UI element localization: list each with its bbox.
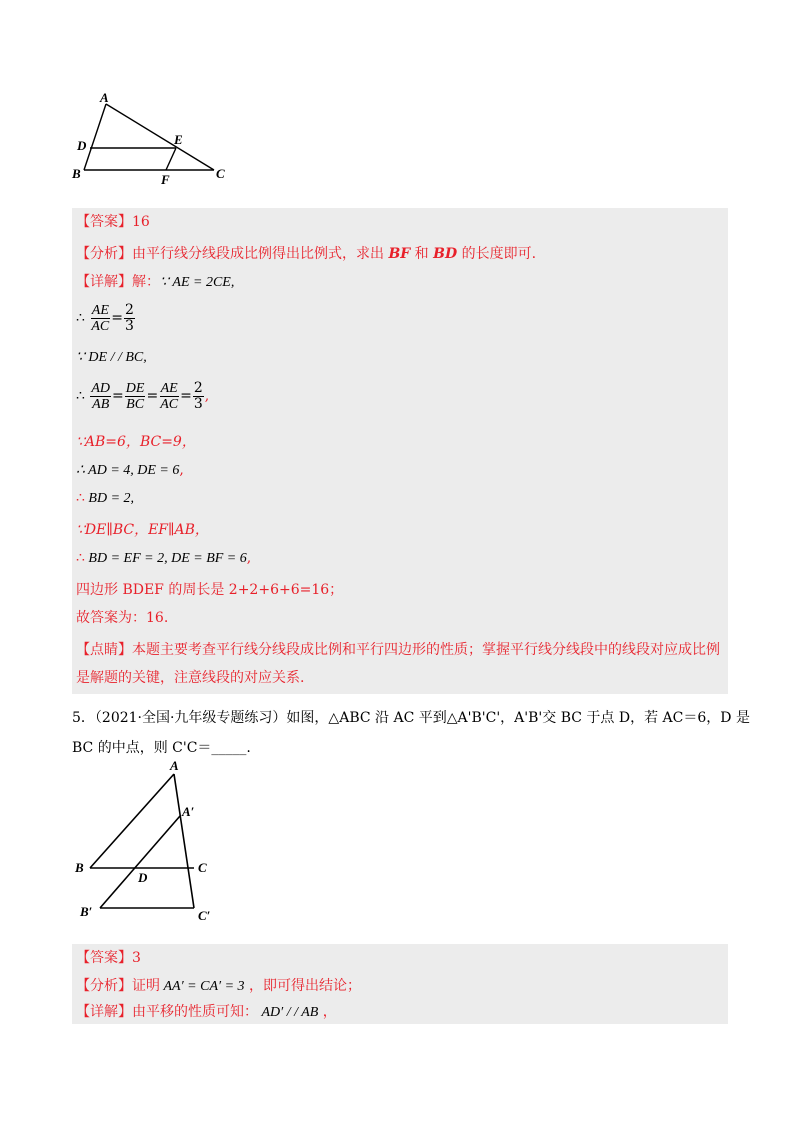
label-F: F — [161, 172, 170, 187]
parallel-line-1: ∵ DE / / BC, — [76, 350, 147, 365]
answer-line: 【答案】3 — [76, 950, 141, 966]
perimeter-line: 四边形 BDEF 的周长是 2+2+6+6=16； — [76, 582, 344, 598]
label-B: B — [75, 860, 84, 875]
ratio-line-1: ∴ $\frac{AE}{AC}$ = $\frac{2}{3}$ — [76, 301, 134, 334]
figure-triangle-1 — [70, 88, 240, 188]
label-A-prime: A′ — [182, 804, 195, 819]
question-5-line-1: 5．（2021·全国·九年级专题练习）如图，△ABC 沿 AC 平到△A'B'C'，A'B'交 BC 于点 D，若 AC＝6，D 是 — [72, 710, 750, 726]
detail-line: 【详解】由平移的性质可知： AD′ / / AB ， — [76, 1004, 337, 1020]
ratio-line-2: ∴ $\frac{AD}{AB}$ = $\frac{DE}{BC}$ = $\frac{AE}{AC}$ = $\frac{2}{3}$ , — [76, 379, 210, 412]
question-5-line-2: BC 的中点，则 C'C＝_____. — [72, 740, 251, 756]
label-B: B — [72, 166, 81, 181]
solution-block-2 — [72, 944, 728, 1024]
result-line-2: ∴ BD = 2, — [76, 490, 135, 506]
given-line: ∵AB=6，BC=9， — [76, 434, 196, 450]
parallel-line-2: ∵DE∥BC，EF∥AB， — [76, 522, 209, 538]
label-C-prime: C′ — [198, 908, 211, 923]
comment-line-2: 是解题的关键，注意线段的对应关系. — [76, 670, 305, 686]
label-A: A — [100, 90, 109, 105]
label-C: C — [198, 860, 207, 875]
solution-block-1 — [72, 208, 728, 694]
final-answer-line: 故答案为：16. — [76, 610, 169, 626]
comment-line-1: 【点睛】本题主要考查平行线分线段成比例和平行四边形的性质；掌握平行线分线段中的线段对应成比例 — [76, 642, 720, 658]
label-C: C — [216, 166, 225, 181]
analysis-line: 【分析】由平行线分线段成比例得出比例式，求出 BF 和 BD 的长度即可. — [76, 246, 537, 262]
result-line-1: ∴ AD = 4, DE = 6, — [76, 462, 184, 478]
result-line-3: ∴ BD = EF = 2, DE = BF = 6, — [76, 550, 252, 566]
label-B-prime: B′ — [80, 904, 93, 919]
label-D: D — [77, 138, 87, 153]
answer-line: 【答案】16 — [76, 214, 150, 230]
label-A: A — [170, 760, 179, 773]
analysis-line: 【分析】证明 AA′ = CA′ = 3 ，即可得出结论； — [76, 978, 361, 994]
label-D: D — [138, 870, 148, 885]
label-E: E — [174, 132, 183, 147]
figure-triangle-2 — [70, 760, 250, 940]
detail-line: 【详解】解：∵ AE = 2CE, — [76, 274, 235, 290]
